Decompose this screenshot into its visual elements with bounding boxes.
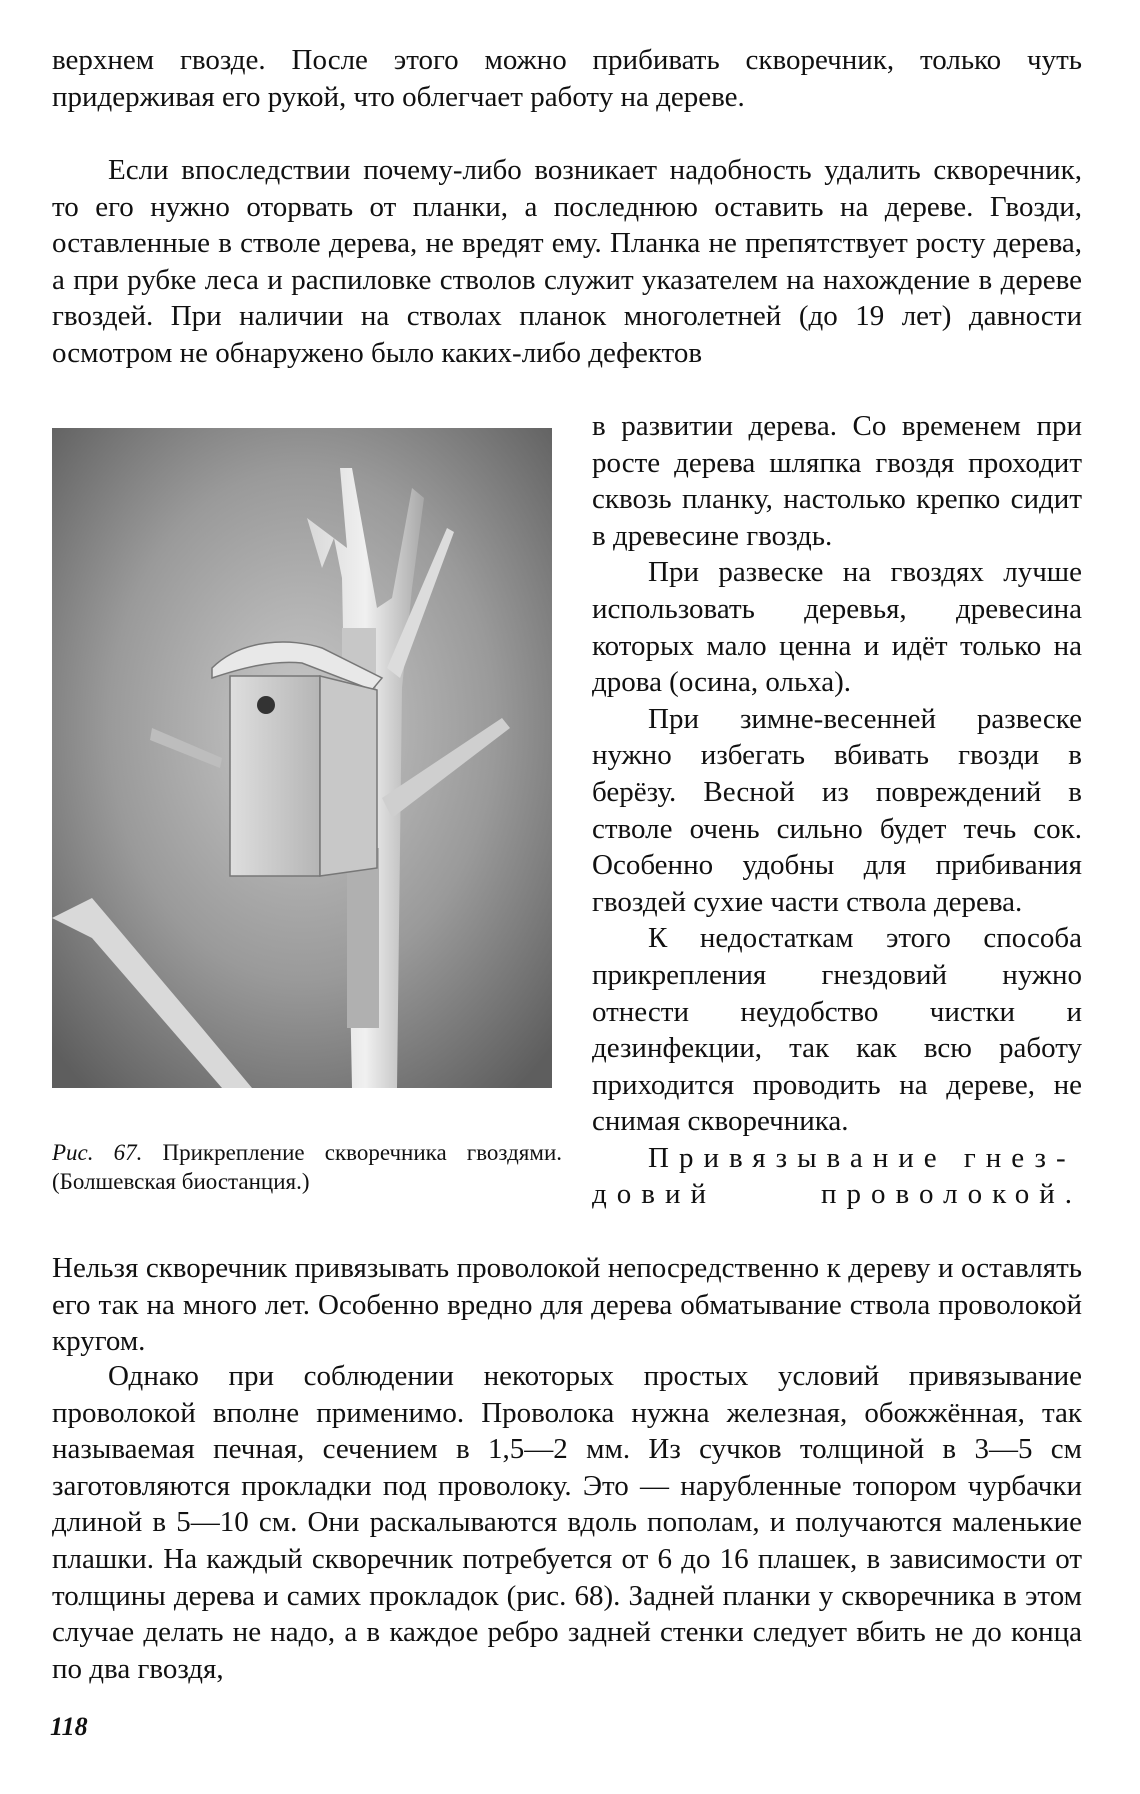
page-number: 118 bbox=[50, 1712, 88, 1741]
paragraph-2: Если впоследствии почему-либо возникает надобность удалить скворечник, то его нужно оторвать от планки, а последнюю оставить на дереве. Гвозди, оставленные в стволе дерева, не вредят ему. Планка не препятствует росту дерева, а при рубке леса и распиловке стволов служит указателем на нахождение в дереве гвоздей. При наличии на стволах планок многолетней (до 19 лет) давности осмотром не обнаружено было каких-либо дефектов bbox=[52, 154, 1082, 369]
paragraph-5: К недостаткам этого способа прикрепления гнездовий нужно отнести неудобство чистки и дезинфекции, так как всю работу приходится проводить на дереве, не снимая скворечника. bbox=[592, 922, 1082, 1138]
paragraph-3: При развеске на гвоздях лучше использовать деревья, древесина которых мало ценна и идёт только на дрова (осина, ольха). bbox=[592, 556, 1082, 699]
paragraph-1: верхнем гвозде. После этого можно прибивать скворечник, только чуть придерживая его рукой, что облегчает работу на дереве. bbox=[52, 44, 1082, 113]
paragraph-7: Однако при соблюдении некоторых простых условий привязывание проволокой вполне применимо. Проволока нужна железная, обожжённая, так называемая печная, сечением в 1,5—2 мм. Из сучков толщиной в 3—5 см заготовляются прокладки под проволоку. Это — нарубленные топором чурбачки длиной в 5—10 см. Они раскалываются вдоль пополам, и получаются маленькие плашки. На каждый скворечник потребуется от 6 до 16 плашек, в зависимости от толщины дерева и самих прокладок (рис. 68). Задней планки у скворечника в этом случае делать не надо, а в каждое ребро задней стенки следует вбить не до конца по два гвоздя, bbox=[52, 1360, 1082, 1685]
birdhouse-photo bbox=[52, 428, 552, 1088]
paragraph-2-continued: в развитии дерева. Со временем при росте дерева шляпка гвоздя проходит сквозь планку, настолько крепко сидит в древесине гвоздь. bbox=[592, 410, 1082, 552]
paragraph-6-body: Нельзя скворечник привязывать проволокой непосредственно к дереву и оставлять его так на много лет. Особенно вредно для дерева обматывание ствола проволокой кругом. bbox=[52, 1252, 1082, 1358]
figure-caption bbox=[52, 1138, 562, 1196]
paragraph-4: При зимне-весенней развеске нужно избегать вбивать гвозди в берёзу. Весной из повреждений в стволе очень сильно будет течь сок. Особенно удобны для прибивания гвоздей сухие части ствола дерева. bbox=[592, 702, 1082, 918]
wrapped-text-column bbox=[592, 408, 1082, 1213]
figure-label: Рис. 67. bbox=[52, 1140, 143, 1165]
section-heading-line-1: Привязывание гнез- bbox=[648, 1141, 1076, 1174]
figure-caption-text: Прикрепление скворечника гвоздями. (Болшевская биостанция.) bbox=[52, 1140, 562, 1194]
section-heading-line-2: довий проволокой. bbox=[592, 1178, 1082, 1211]
birdhouse-photo-illustration bbox=[52, 428, 552, 1088]
